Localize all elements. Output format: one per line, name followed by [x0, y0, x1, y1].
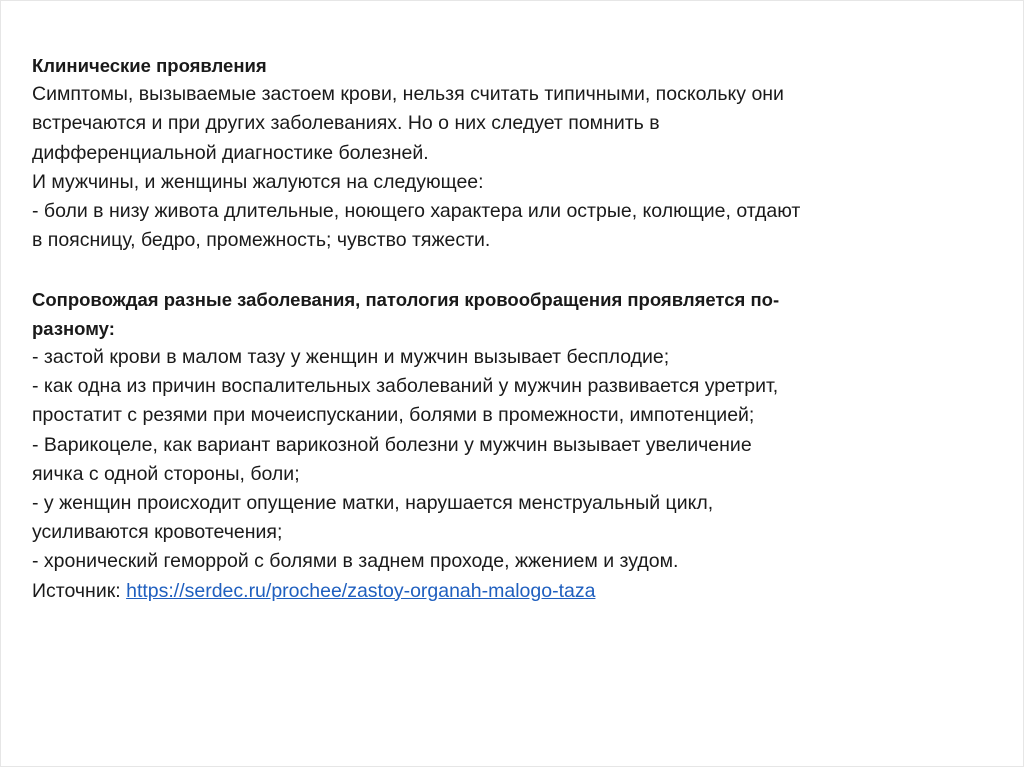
- source-link[interactable]: https://serdec.ru/prochee/zastoy-organah-malogo-taza: [126, 579, 596, 602]
- source-label: Источник:: [32, 579, 127, 602]
- list-item: - у женщин происходит опущение матки, нарушается менструальный цикл,: [32, 492, 714, 515]
- text-line: Симптомы, вызываемые застоем крови, нельзя считать типичными, поскольку они: [32, 83, 784, 106]
- section-heading-pathology: Сопровождая разные заболевания, патология кровообращения проявляется по-: [32, 288, 780, 310]
- section-heading-pathology-cont: разному:: [32, 317, 115, 339]
- text-line: усиливаются кровотечения;: [32, 521, 283, 544]
- text-line: яичка с одной стороны, боли;: [32, 462, 300, 485]
- text-line: И мужчины, и женщины жалуются на следующее:: [32, 170, 484, 193]
- list-item: - как одна из причин воспалительных заболеваний у мужчин развивается уретрит,: [32, 375, 779, 398]
- section-heading-clinical: Клинические проявления: [32, 55, 267, 76]
- text-line: дифференциальной диагностике болезней.: [32, 141, 429, 164]
- text-line: в поясницу, бедро, промежность; чувство тяжести.: [32, 229, 491, 252]
- text-line: простатит с резями при мочеиспускании, болями в промежности, импотенцией;: [32, 404, 755, 427]
- list-item: - боли в низу живота длительные, ноющего характера или острые, колющие, отдают: [32, 200, 801, 223]
- source-line: [32, 577, 972, 606]
- list-item: - хронический геморрой с болями в заднем проходе, жжением и зудом.: [32, 550, 679, 573]
- paragraph-gap: [32, 255, 972, 284]
- text-line: встречаются и при других заболеваниях. Но о них следует помнить в: [32, 112, 660, 135]
- list-item: - Варикоцеле, как вариант варикозной болезни у мужчин вызывает увеличение: [32, 433, 752, 456]
- slide-text-block: [32, 51, 972, 606]
- list-item: - застой крови в малом тазу у женщин и мужчин вызывает бесплодие;: [32, 346, 670, 369]
